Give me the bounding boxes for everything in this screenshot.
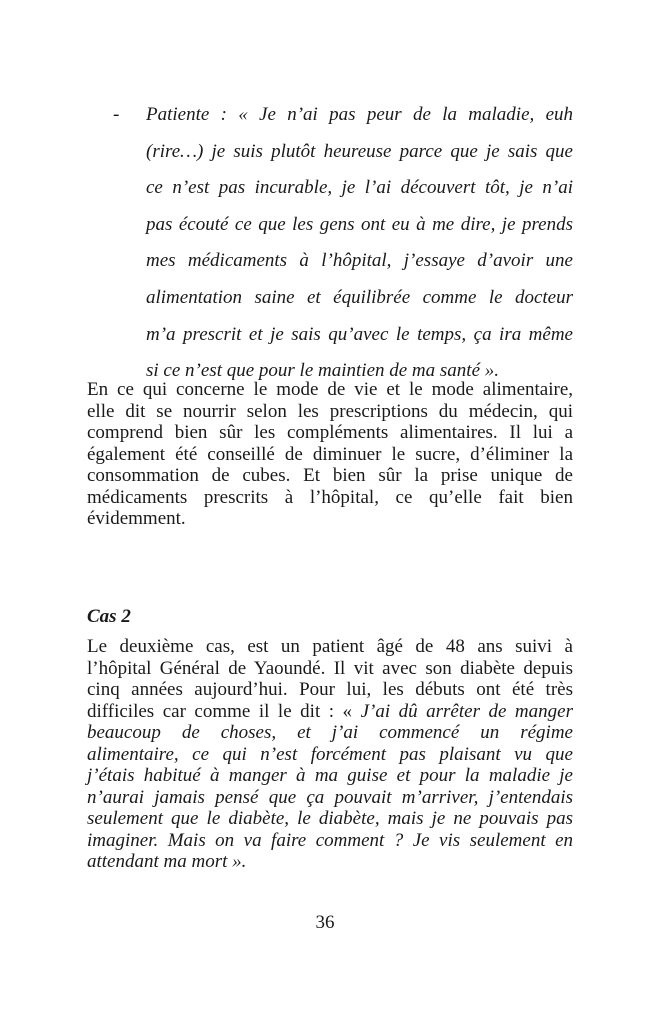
quote-text: [146, 97, 573, 390]
paragraph-case-2: [87, 636, 573, 873]
paragraph-line: évidemment.: [87, 508, 186, 529]
paragraph-line-mixed: [87, 701, 573, 723]
quote-line: beaucoup de choses, et j’ai commencé un régime: [87, 722, 573, 743]
quote-line: alimentaire, ce qui n’est forcément pas plaisant vu que: [87, 743, 573, 765]
page-number: 36: [315, 912, 335, 933]
paragraph-line: cinq années aujourd’hui. Pour lui, les débuts ont été très: [87, 679, 573, 700]
quote-line: m’a prescrit et je sais qu’avec le temps, ça ira même: [146, 323, 573, 345]
quote-line: attendant ma mort ».: [87, 851, 247, 872]
section-heading: Cas 2: [87, 606, 131, 627]
quote-line: si ce n’est que pour le maintien de ma santé ».: [146, 360, 500, 382]
quote-line: imaginer. Mais on va faire comment ? Je vis seulement en: [87, 829, 573, 851]
paragraph-lifestyle: [87, 379, 573, 530]
quote-line: seulement que le diabète, le diabète, mais je ne pouvais pas: [87, 808, 573, 829]
paragraph-line: comprend bien sûr les compléments alimentaires. Il lui a: [87, 422, 573, 443]
quote-line: ce n’est pas incurable, je l’ai découvert tôt, je n’ai: [146, 177, 573, 199]
quote-line: n’aurai jamais pensé que ça pouvait m’arriver, j’entendais: [87, 786, 573, 808]
paragraph-text: difficiles car comme il le dit : «: [87, 700, 361, 722]
quote-line: pas écouté ce que les gens ont eu à me dire, je prends: [146, 213, 573, 235]
paragraph-line: l’hôpital Général de Yaoundé. Il vit avec son diabète depuis: [87, 657, 573, 679]
paragraph-line: médicaments prescrits à l’hôpital, ce qu’elle fait bien: [87, 486, 573, 508]
paragraph-line: consommation de cubes. Et bien sûr la prise unique de: [87, 465, 573, 486]
quote-line: alimentation saine et équilibrée comme le docteur: [146, 286, 573, 308]
quote-line: mes médicaments à l’hôpital, j’essaye d’avoir une: [146, 250, 573, 272]
paragraph-line: elle dit se nourrir selon les prescriptions du médecin, qui: [87, 400, 573, 422]
quote-line: j’étais habitué à manger à ma guise et pour la maladie je: [87, 765, 573, 786]
quote-line: (rire…) je suis plutôt heureuse parce que je sais que: [146, 140, 573, 162]
paragraph-line: En ce qui concerne le mode de vie et le mode alimentaire,: [87, 379, 573, 400]
paragraph-line: Le deuxième cas, est un patient âgé de 48 ans suivi à: [87, 636, 573, 657]
quote-line: Patiente : « Je n’ai pas peur de la maladie, euh: [146, 104, 573, 125]
paragraph-line: également été conseillé de diminuer le sucre, d’éliminer la: [87, 443, 573, 465]
quote-text-inline: J’ai dû arrêter de manger: [360, 700, 573, 722]
list-dash: -: [113, 104, 120, 125]
